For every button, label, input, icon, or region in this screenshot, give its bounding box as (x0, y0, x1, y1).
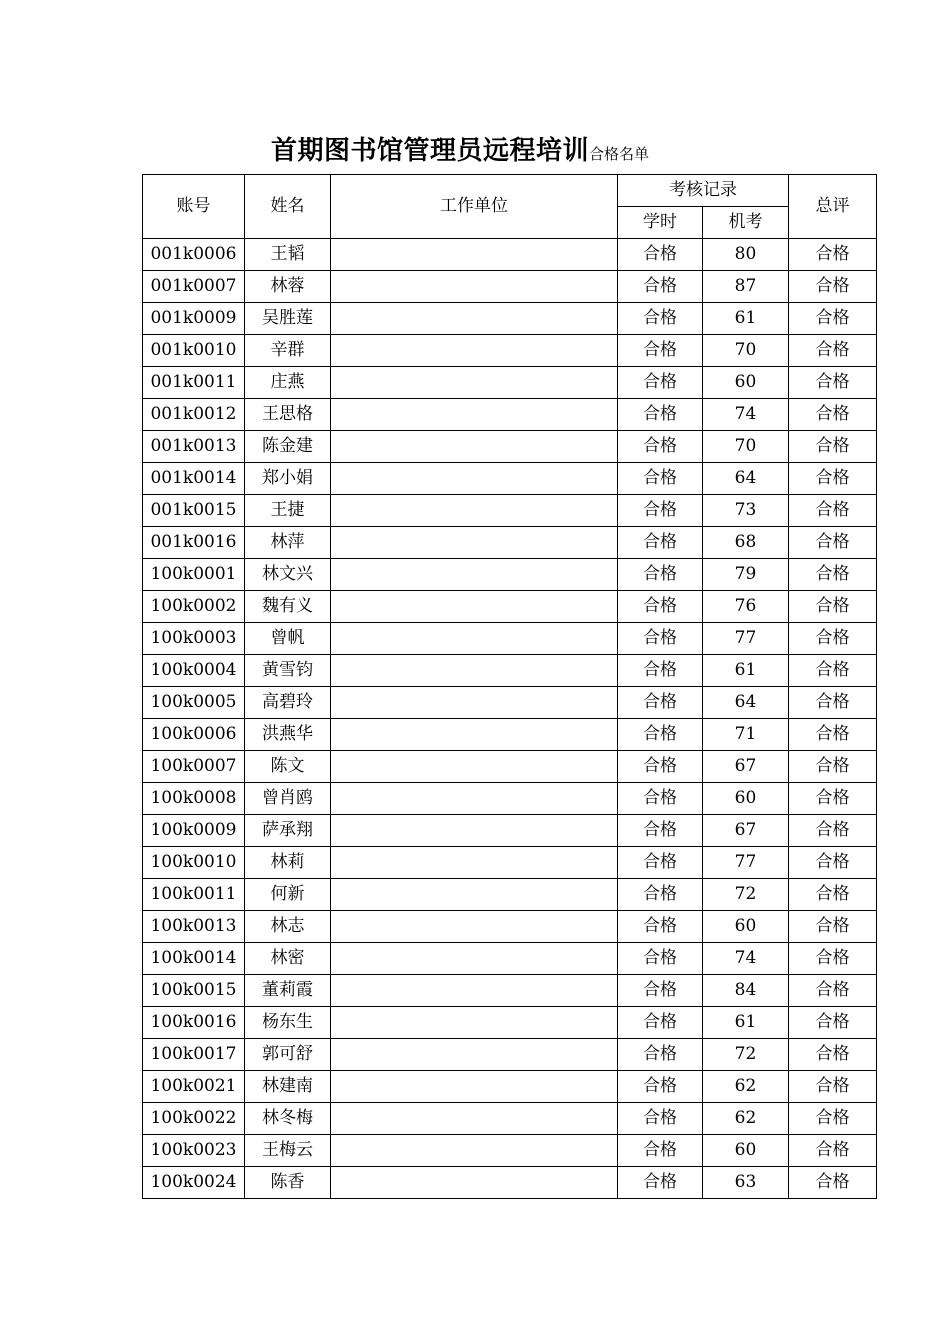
table-row (143, 687, 877, 719)
cell-unit (331, 463, 618, 495)
cell-account: 100k0004 (143, 655, 245, 687)
cell-machine-score: 64 (703, 687, 789, 719)
cell-machine-score: 74 (703, 399, 789, 431)
cell-overall: 合格 (789, 783, 877, 815)
qualified-list-table (142, 174, 877, 1199)
cell-account: 100k0003 (143, 623, 245, 655)
cell-unit (331, 431, 618, 463)
cell-unit (331, 239, 618, 271)
cell-machine-score: 87 (703, 271, 789, 303)
table-row (143, 975, 877, 1007)
cell-hours: 合格 (618, 943, 703, 975)
cell-unit (331, 271, 618, 303)
table-row (143, 943, 877, 975)
cell-unit (331, 495, 618, 527)
cell-account: 001k0006 (143, 239, 245, 271)
table-row (143, 911, 877, 943)
cell-unit (331, 1103, 618, 1135)
cell-name: 萨承翔 (245, 815, 331, 847)
cell-name: 林萍 (245, 527, 331, 559)
cell-hours: 合格 (618, 335, 703, 367)
cell-account: 001k0015 (143, 495, 245, 527)
cell-name: 吴胜莲 (245, 303, 331, 335)
cell-unit (331, 1039, 618, 1071)
cell-name: 杨东生 (245, 1007, 331, 1039)
cell-overall: 合格 (789, 1039, 877, 1071)
cell-machine-score: 62 (703, 1103, 789, 1135)
cell-name: 郑小娟 (245, 463, 331, 495)
cell-machine-score: 72 (703, 1039, 789, 1071)
cell-name: 王梅云 (245, 1135, 331, 1167)
header-overall: 总评 (789, 175, 877, 239)
header-exam-record: 考核记录 (618, 175, 789, 207)
cell-account: 100k0024 (143, 1167, 245, 1199)
cell-account: 100k0010 (143, 847, 245, 879)
cell-name: 陈金建 (245, 431, 331, 463)
table-row (143, 751, 877, 783)
cell-machine-score: 60 (703, 783, 789, 815)
cell-name: 林文兴 (245, 559, 331, 591)
cell-name: 陈文 (245, 751, 331, 783)
cell-account: 100k0009 (143, 815, 245, 847)
cell-overall: 合格 (789, 335, 877, 367)
title-sub: 合格名单 (589, 145, 650, 163)
cell-hours: 合格 (618, 1039, 703, 1071)
cell-overall: 合格 (789, 527, 877, 559)
cell-unit (331, 751, 618, 783)
table-row (143, 367, 877, 399)
cell-name: 林密 (245, 943, 331, 975)
cell-account: 100k0008 (143, 783, 245, 815)
table-row (143, 1071, 877, 1103)
cell-overall: 合格 (789, 367, 877, 399)
cell-machine-score: 63 (703, 1167, 789, 1199)
cell-name: 林蓉 (245, 271, 331, 303)
cell-overall: 合格 (789, 495, 877, 527)
cell-hours: 合格 (618, 1007, 703, 1039)
cell-hours: 合格 (618, 303, 703, 335)
cell-machine-score: 62 (703, 1071, 789, 1103)
cell-hours: 合格 (618, 655, 703, 687)
table-row (143, 527, 877, 559)
header-unit: 工作单位 (331, 175, 618, 239)
cell-name: 庄燕 (245, 367, 331, 399)
cell-account: 100k0021 (143, 1071, 245, 1103)
cell-name: 魏有义 (245, 591, 331, 623)
table-row (143, 1039, 877, 1071)
cell-unit (331, 879, 618, 911)
header-row-1 (143, 175, 877, 207)
cell-overall: 合格 (789, 1071, 877, 1103)
cell-unit (331, 975, 618, 1007)
cell-unit (331, 815, 618, 847)
cell-machine-score: 60 (703, 911, 789, 943)
table-row (143, 847, 877, 879)
cell-machine-score: 77 (703, 847, 789, 879)
cell-machine-score: 79 (703, 559, 789, 591)
table-row (143, 303, 877, 335)
cell-overall: 合格 (789, 847, 877, 879)
cell-unit (331, 783, 618, 815)
cell-overall: 合格 (789, 719, 877, 751)
cell-machine-score: 60 (703, 367, 789, 399)
cell-machine-score: 71 (703, 719, 789, 751)
cell-unit (331, 559, 618, 591)
cell-overall: 合格 (789, 303, 877, 335)
cell-account: 100k0007 (143, 751, 245, 783)
header-name: 姓名 (245, 175, 331, 239)
cell-name: 林建南 (245, 1071, 331, 1103)
cell-overall: 合格 (789, 655, 877, 687)
header-machine-exam: 机考 (703, 207, 789, 239)
title-main: 首期图书馆管理员远程培训 (271, 136, 590, 166)
table-row (143, 719, 877, 751)
cell-account: 001k0014 (143, 463, 245, 495)
cell-overall: 合格 (789, 751, 877, 783)
table-body (143, 239, 877, 1199)
cell-overall: 合格 (789, 399, 877, 431)
cell-account: 100k0001 (143, 559, 245, 591)
cell-machine-score: 70 (703, 431, 789, 463)
cell-unit (331, 911, 618, 943)
table-row (143, 431, 877, 463)
table-row (143, 815, 877, 847)
cell-machine-score: 76 (703, 591, 789, 623)
cell-hours: 合格 (618, 495, 703, 527)
cell-account: 001k0009 (143, 303, 245, 335)
cell-hours: 合格 (618, 623, 703, 655)
table-row (143, 335, 877, 367)
cell-hours: 合格 (618, 367, 703, 399)
cell-overall: 合格 (789, 975, 877, 1007)
cell-hours: 合格 (618, 815, 703, 847)
cell-machine-score: 80 (703, 239, 789, 271)
cell-name: 林冬梅 (245, 1103, 331, 1135)
header-account: 账号 (143, 175, 245, 239)
cell-hours: 合格 (618, 751, 703, 783)
cell-account: 100k0006 (143, 719, 245, 751)
table-row (143, 1167, 877, 1199)
cell-overall: 合格 (789, 1135, 877, 1167)
table-row (143, 623, 877, 655)
cell-machine-score: 61 (703, 1007, 789, 1039)
cell-account: 100k0015 (143, 975, 245, 1007)
cell-overall: 合格 (789, 1007, 877, 1039)
cell-machine-score: 61 (703, 655, 789, 687)
cell-overall: 合格 (789, 879, 877, 911)
cell-unit (331, 719, 618, 751)
cell-hours: 合格 (618, 463, 703, 495)
cell-unit (331, 591, 618, 623)
cell-machine-score: 67 (703, 751, 789, 783)
cell-hours: 合格 (618, 559, 703, 591)
cell-hours: 合格 (618, 975, 703, 1007)
cell-unit (331, 623, 618, 655)
cell-account: 001k0011 (143, 367, 245, 399)
cell-account: 001k0007 (143, 271, 245, 303)
cell-machine-score: 84 (703, 975, 789, 1007)
cell-account: 001k0010 (143, 335, 245, 367)
cell-machine-score: 74 (703, 943, 789, 975)
cell-machine-score: 73 (703, 495, 789, 527)
cell-overall: 合格 (789, 431, 877, 463)
cell-machine-score: 77 (703, 623, 789, 655)
cell-hours: 合格 (618, 527, 703, 559)
cell-unit (331, 367, 618, 399)
cell-hours: 合格 (618, 1167, 703, 1199)
cell-name: 王韬 (245, 239, 331, 271)
cell-account: 001k0016 (143, 527, 245, 559)
cell-account: 100k0017 (143, 1039, 245, 1071)
cell-hours: 合格 (618, 879, 703, 911)
cell-account: 100k0016 (143, 1007, 245, 1039)
document-title (271, 130, 649, 167)
cell-unit (331, 527, 618, 559)
cell-overall: 合格 (789, 271, 877, 303)
table-row (143, 655, 877, 687)
table-row (143, 271, 877, 303)
cell-hours: 合格 (618, 719, 703, 751)
cell-machine-score: 60 (703, 1135, 789, 1167)
table-row (143, 239, 877, 271)
cell-overall: 合格 (789, 239, 877, 271)
cell-name: 王思格 (245, 399, 331, 431)
cell-machine-score: 68 (703, 527, 789, 559)
cell-overall: 合格 (789, 1103, 877, 1135)
cell-account: 100k0005 (143, 687, 245, 719)
table-row (143, 783, 877, 815)
header-hours: 学时 (618, 207, 703, 239)
cell-overall: 合格 (789, 1167, 877, 1199)
cell-machine-score: 70 (703, 335, 789, 367)
cell-overall: 合格 (789, 591, 877, 623)
table-row (143, 1103, 877, 1135)
cell-name: 高碧玲 (245, 687, 331, 719)
cell-hours: 合格 (618, 783, 703, 815)
cell-hours: 合格 (618, 431, 703, 463)
cell-unit (331, 687, 618, 719)
cell-unit (331, 655, 618, 687)
cell-hours: 合格 (618, 1103, 703, 1135)
cell-overall: 合格 (789, 623, 877, 655)
cell-name: 洪燕华 (245, 719, 331, 751)
cell-overall: 合格 (789, 463, 877, 495)
table-row (143, 559, 877, 591)
cell-machine-score: 61 (703, 303, 789, 335)
cell-machine-score: 67 (703, 815, 789, 847)
cell-account: 100k0014 (143, 943, 245, 975)
cell-overall: 合格 (789, 559, 877, 591)
cell-account: 100k0002 (143, 591, 245, 623)
cell-account: 100k0022 (143, 1103, 245, 1135)
cell-hours: 合格 (618, 271, 703, 303)
cell-name: 郭可舒 (245, 1039, 331, 1071)
cell-account: 100k0011 (143, 879, 245, 911)
cell-name: 林志 (245, 911, 331, 943)
cell-unit (331, 943, 618, 975)
cell-name: 曾肖鸥 (245, 783, 331, 815)
cell-name: 辛群 (245, 335, 331, 367)
cell-hours: 合格 (618, 591, 703, 623)
cell-overall: 合格 (789, 815, 877, 847)
table-row (143, 463, 877, 495)
cell-unit (331, 303, 618, 335)
cell-name: 陈香 (245, 1167, 331, 1199)
table-row (143, 495, 877, 527)
cell-machine-score: 72 (703, 879, 789, 911)
cell-hours: 合格 (618, 1135, 703, 1167)
table-row (143, 879, 877, 911)
cell-name: 董莉霞 (245, 975, 331, 1007)
cell-unit (331, 399, 618, 431)
table-row (143, 1007, 877, 1039)
table-row (143, 591, 877, 623)
cell-name: 何新 (245, 879, 331, 911)
cell-unit (331, 1167, 618, 1199)
cell-name: 林莉 (245, 847, 331, 879)
cell-hours: 合格 (618, 399, 703, 431)
cell-hours: 合格 (618, 1071, 703, 1103)
cell-account: 100k0023 (143, 1135, 245, 1167)
table-row (143, 399, 877, 431)
cell-account: 100k0013 (143, 911, 245, 943)
cell-account: 001k0013 (143, 431, 245, 463)
cell-unit (331, 1071, 618, 1103)
cell-overall: 合格 (789, 687, 877, 719)
cell-machine-score: 64 (703, 463, 789, 495)
cell-overall: 合格 (789, 911, 877, 943)
table-row (143, 1135, 877, 1167)
cell-name: 黄雪钧 (245, 655, 331, 687)
cell-hours: 合格 (618, 239, 703, 271)
cell-hours: 合格 (618, 847, 703, 879)
cell-unit (331, 847, 618, 879)
cell-name: 曾帆 (245, 623, 331, 655)
cell-account: 001k0012 (143, 399, 245, 431)
cell-hours: 合格 (618, 687, 703, 719)
cell-name: 王捷 (245, 495, 331, 527)
cell-unit (331, 1007, 618, 1039)
cell-unit (331, 1135, 618, 1167)
cell-unit (331, 335, 618, 367)
cell-hours: 合格 (618, 911, 703, 943)
cell-overall: 合格 (789, 943, 877, 975)
